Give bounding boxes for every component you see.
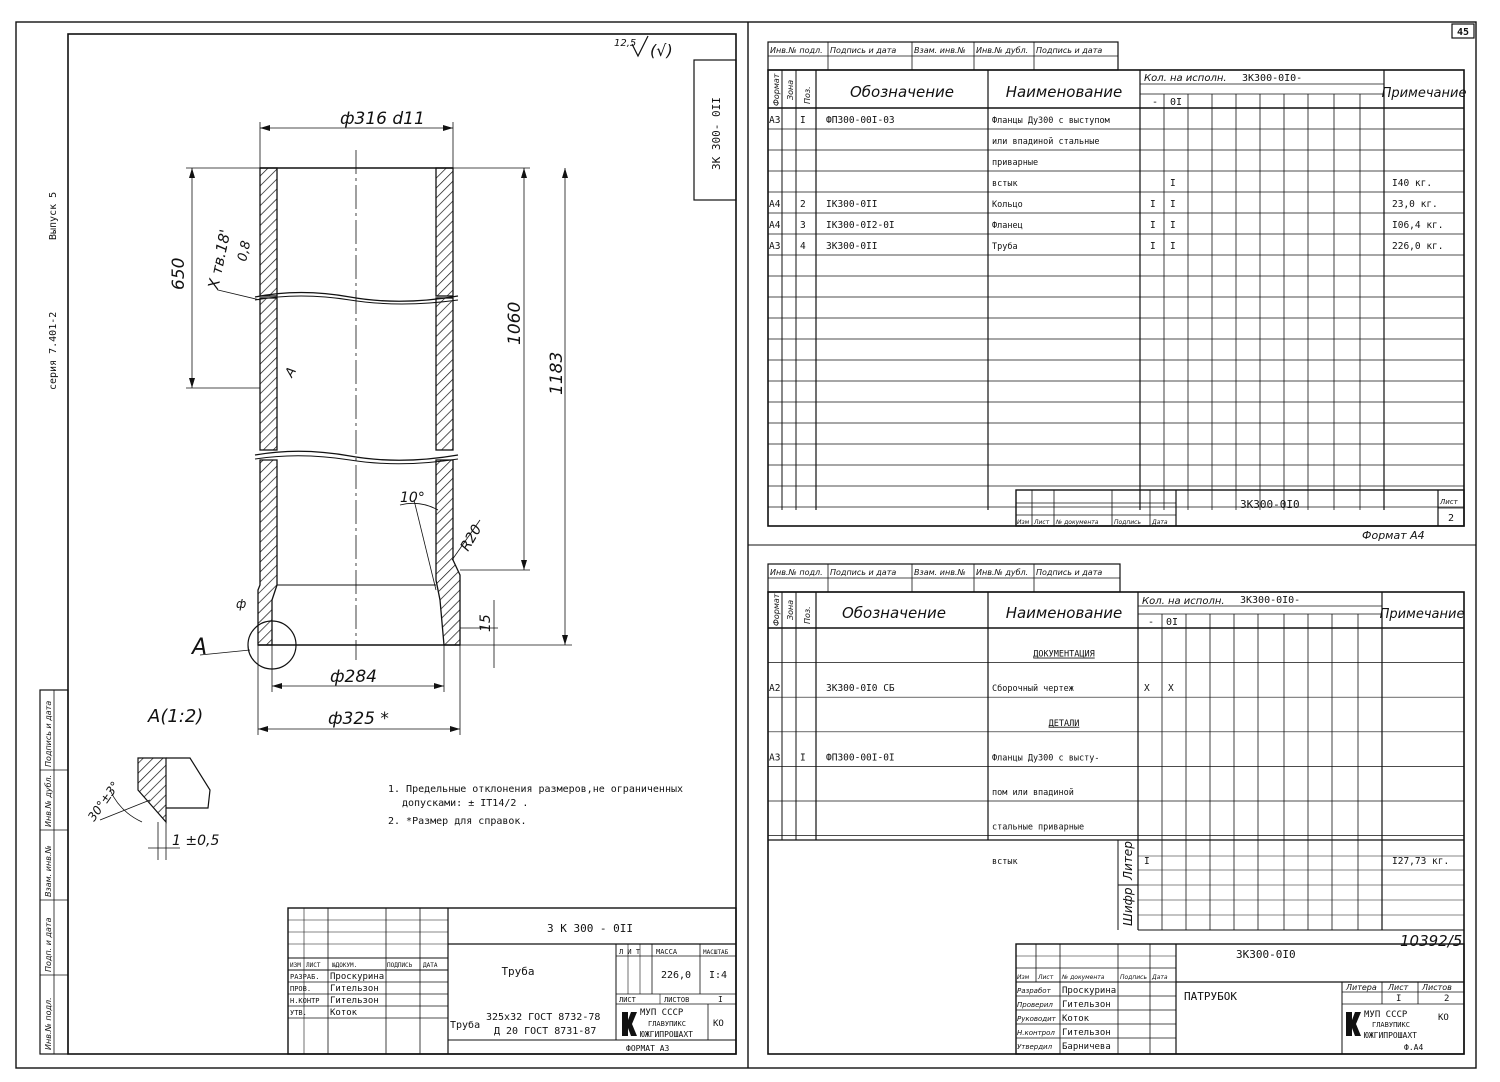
- spec-bottom-h-note: Примечание: [1379, 607, 1465, 622]
- spec-name-cell: встык: [992, 179, 1018, 189]
- phi-mark: ф: [236, 597, 247, 611]
- spec-top-stamp-3: Взам. инв.№: [914, 46, 966, 55]
- spec-top-h-zone: Зона: [786, 79, 795, 100]
- spec-bottom-h-qty: Кол. на исполн.: [1142, 596, 1225, 607]
- roughness-value: 12,5: [614, 38, 637, 49]
- radius-r20: R20: [457, 522, 486, 554]
- a3-material-2: Д 20 ГОСТ 8731-87: [494, 1026, 597, 1037]
- spec-top-table: [768, 70, 1464, 526]
- weld-note: X тв.18': [204, 227, 235, 291]
- right-wall-bottom: [436, 460, 460, 645]
- note-line-3: 2. *Размер для справок.: [388, 816, 527, 827]
- spec-designation-cell: 3К300-0II: [826, 241, 878, 252]
- stamp-label-4: Инв.№ дубл.: [44, 774, 53, 827]
- spec-bottom-org-1: МУП СССР: [1364, 1010, 1408, 1020]
- spec-top-bl-3: № документа: [1056, 519, 1099, 526]
- a3-name: Труба: [501, 965, 535, 978]
- spec-top-h-note: Примечание: [1381, 86, 1467, 101]
- left-wall-mid: [260, 298, 277, 450]
- spec-format-cell: А4: [769, 199, 781, 210]
- left-wall-top: [260, 168, 277, 296]
- spec-bottom-vlabel-1: Литер: [1121, 841, 1135, 880]
- a3-person-3: Гительзон: [330, 996, 379, 1006]
- spec-bottom-bl-5: Дата: [1152, 974, 1168, 981]
- spec-name-cell: Фланцы Ду300 с выступом: [992, 116, 1110, 126]
- spec-format-cell: А3: [769, 752, 781, 764]
- spec-bottom-title-name: ПАТРУБОК: [1184, 990, 1237, 1003]
- spec-bottom-org-code: КО: [1438, 1013, 1449, 1023]
- spec-top-format: Формат А4: [1362, 529, 1425, 542]
- spec-name-cell: пом или впадиной: [992, 788, 1074, 798]
- spec-format-cell: А3: [769, 115, 781, 126]
- spec-bottom-stamp-1: Инв.№ подл.: [770, 568, 823, 577]
- spec-designation-cell: ФП300-00I-03: [826, 115, 895, 126]
- roughness-rest: (√): [650, 41, 673, 60]
- a3-mass: 226,0: [660, 970, 692, 981]
- stamp-label-1: Инв.№ подл.: [44, 997, 53, 1050]
- a3-format: ФОРМАТ А3: [626, 1044, 670, 1053]
- label-a: A: [192, 635, 208, 660]
- a3-lit: Л И Т: [619, 948, 641, 956]
- spec-note-cell: 226,0 кг.: [1392, 241, 1444, 252]
- spec-bottom-bl-4: Подпись: [1120, 974, 1147, 981]
- a3-org-3: ЮЖГИПРОШАХТ: [640, 1030, 693, 1039]
- spec-qty-b-cell: I: [1170, 220, 1176, 231]
- spec-bottom-person-2: Гительзон: [1062, 1000, 1111, 1010]
- right-wall-mid: [436, 298, 453, 450]
- a3-masshtab-label: МАСШТАБ: [703, 949, 729, 956]
- angle-10: 10°: [400, 490, 425, 506]
- stamp-label-3: Взам. инв.№: [44, 845, 53, 897]
- spec-top-h-pos: Поз.: [803, 86, 812, 104]
- a3-role-4: УТВ.: [290, 1009, 307, 1017]
- spec-bottom-h-exec-a: -: [1148, 617, 1155, 628]
- a3-header-doc: №ДОКУМ.: [332, 962, 358, 969]
- spec-top-bl-4: Подпись: [1114, 519, 1141, 526]
- code-box-text: 3К 300- 0II: [710, 97, 723, 170]
- note-line-1: 1. Предельные отклонения размеров,не ограниченных: [388, 784, 684, 795]
- spec-note-cell: I27,73 кг.: [1392, 856, 1450, 868]
- spec-top-h-format: Формат: [772, 73, 781, 106]
- spec-name-cell: Фланцы Ду300 с высту-: [992, 753, 1100, 764]
- spec-pos-cell: 3: [800, 220, 806, 231]
- a3-scale: I:4: [708, 970, 728, 981]
- spec-bottom-lit-label: Литера: [1346, 983, 1377, 992]
- a3-massa-label: МАССА: [656, 948, 678, 956]
- spec-bottom-role-2: Проверил: [1017, 1001, 1053, 1009]
- spec-bottom-h-format: Формат: [772, 593, 781, 626]
- dim-325: ф325 *: [328, 709, 389, 729]
- spec-bottom-bl-2: Лист: [1038, 974, 1054, 981]
- spec-bottom-role-3: Руководит: [1017, 1015, 1056, 1023]
- spec-top-rows: [769, 115, 1443, 252]
- a3-sheets-label: ЛИСТОВ: [664, 996, 690, 1004]
- spec-qty-b-cell: I: [1170, 199, 1176, 210]
- issue-label: Выпуск 5: [48, 191, 59, 240]
- spec-qty-a-cell: X: [1144, 683, 1150, 695]
- a3-person-4: Коток: [330, 1008, 358, 1018]
- weld-08: 0,8: [235, 239, 255, 263]
- a3-material-label: Труба: [450, 1020, 481, 1031]
- a3-org-1: МУП СССР: [640, 1008, 684, 1018]
- spec-bottom-rows: [769, 650, 1449, 868]
- spec-pos-cell: 4: [800, 241, 806, 252]
- a3-sheet-label: ЛИСТ: [619, 996, 636, 1004]
- spec-note-cell: I06,4 кг.: [1392, 220, 1444, 231]
- spec-designation-cell: IК300-0I2-0I: [826, 220, 895, 231]
- spec-bottom-stamp-2: Подпись и дата: [830, 568, 897, 577]
- spec-bottom-title-code: 3К300-0I0: [1236, 948, 1296, 961]
- left-wall-bottom: [258, 460, 277, 645]
- spec-top-sheet: 2: [1448, 513, 1455, 524]
- spec-top-h-name: Наименование: [1005, 83, 1123, 101]
- spec-top-bl-5: Дата: [1152, 519, 1168, 526]
- a3-header-izm: ИЗМ: [290, 962, 301, 969]
- spec-name-cell: встык: [992, 857, 1018, 868]
- dim-1183: 1183: [547, 351, 567, 395]
- a3-header-sign: ПОДПИСЬ: [387, 962, 413, 969]
- spec-designation-cell: 3К300-0I0 СБ: [826, 683, 895, 695]
- spec-format-cell: А3: [769, 241, 781, 252]
- spec-pos-cell: I: [800, 752, 806, 764]
- spec-top-sheet-label: Лист: [1440, 498, 1458, 506]
- archive-number: 10392/5: [1400, 932, 1463, 950]
- spec-pos-cell: I: [800, 115, 806, 126]
- spec-bottom-person-5: Барничева: [1062, 1042, 1111, 1052]
- a3-material-1: 325х32 ГОСТ 8732-78: [486, 1012, 601, 1023]
- spec-qty-a-cell: I: [1144, 856, 1150, 868]
- dim-284: ф284: [330, 667, 377, 687]
- spec-bottom-h-name: Наименование: [1005, 604, 1123, 622]
- spec-bottom-lists-label: Листов: [1422, 983, 1452, 992]
- spec-bottom-role-1: Разработ: [1017, 987, 1051, 995]
- spec-bottom-lists: 2: [1444, 994, 1450, 1004]
- spec-qty-a-cell: I: [1150, 220, 1156, 231]
- spec-bottom-person-1: Проскурина: [1062, 986, 1117, 996]
- stamp-label-2: Подп. и дата: [44, 917, 53, 972]
- spec-bottom-person-4: Гительзон: [1062, 1028, 1111, 1038]
- detail-angle: 30°±3°: [84, 778, 123, 824]
- a3-person-1: Проскурина: [330, 972, 385, 982]
- spec-name-cell: Фланец: [992, 221, 1023, 231]
- spec-top-bl-1: Изм: [1017, 519, 1030, 526]
- spec-top-h-exec-code: 3К300-0I0-: [1242, 73, 1303, 84]
- left-vertical-stamp: [40, 690, 68, 1054]
- spec-name-cell: стальные приварные: [992, 822, 1085, 833]
- a3-org-code: КО: [713, 1019, 724, 1029]
- spec-bottom-bl-1: Изм: [1017, 974, 1030, 981]
- page-number: 45: [1456, 27, 1470, 38]
- spec-name-cell: или впадиной стальные: [992, 137, 1100, 147]
- spec-bottom-h-designation: Обозначение: [841, 604, 947, 622]
- spec-qty-b-cell: X: [1168, 683, 1174, 695]
- note-line-2: допусками: ± IT14/2 .: [402, 798, 529, 809]
- right-wall-top: [436, 168, 453, 296]
- spec-bottom-person-3: Коток: [1062, 1014, 1090, 1024]
- spec-note-cell: 23,0 кг.: [1392, 199, 1438, 210]
- detail-gap: 1 ±0,5: [172, 833, 220, 849]
- a3-inner-frame: [68, 34, 736, 1054]
- spec-bottom-h-pos: Поз.: [803, 606, 812, 624]
- a3-org-2: ГЛАВУПИКС: [648, 1020, 686, 1028]
- spec-bottom-org-3: ЮЖГИПРОШАХТ: [1364, 1031, 1417, 1040]
- spec-qty-a-cell: I: [1150, 241, 1156, 252]
- spec-bottom-bl-3: № документа: [1062, 974, 1105, 981]
- spec-bottom-h-zone: Зона: [786, 599, 795, 620]
- dim-1060: 1060: [505, 301, 525, 345]
- spec-bottom-stamp-3: Взам. инв.№: [914, 568, 966, 577]
- spec-top-stamp-2: Подпись и дата: [830, 46, 897, 55]
- spec-pos-cell: 2: [800, 199, 806, 210]
- hatch-mark: А: [282, 364, 300, 380]
- spec-top-h-qty: Кол. на исполн.: [1144, 73, 1227, 84]
- spec-top-stamp-4: Инв.№ дубл.: [976, 46, 1029, 55]
- spec-top-stamp-5: Подпись и дата: [1036, 46, 1103, 55]
- stamp-label-5: Подпись и дата: [44, 700, 53, 767]
- spec-name-cell: ДОКУМЕНТАЦИЯ: [1033, 649, 1095, 660]
- spec-format-cell: А2: [769, 683, 781, 695]
- spec-note-cell: I40 кг.: [1392, 178, 1433, 189]
- spec-name-cell: ДЕТАЛИ: [1048, 718, 1080, 729]
- spec-top-bl-2: Лист: [1034, 519, 1050, 526]
- spec-bottom-vlabel-2: Шифр: [1121, 887, 1135, 926]
- a3-org-logo-icon: [622, 1012, 637, 1036]
- spec-top-h-exec-a: -: [1152, 97, 1159, 108]
- spec-qty-a-cell: I: [1150, 199, 1156, 210]
- series-label: серия 7.401-2: [48, 311, 59, 390]
- spec-qty-b-cell: I: [1170, 241, 1176, 252]
- spec-designation-cell: ФП300-00I-0I: [826, 752, 895, 764]
- spec-bottom-role-5: Утвердил: [1017, 1043, 1053, 1051]
- spec-bottom-role-4: Н.контрол: [1017, 1029, 1055, 1037]
- spec-name-cell: Труба: [992, 242, 1018, 252]
- spec-bottom-format: Ф.А4: [1404, 1043, 1424, 1052]
- spec-top-h-exec-b: 0I: [1170, 97, 1183, 108]
- a3-header-date: ДАТА: [423, 962, 438, 969]
- spec-bottom-stamp-5: Подпись и дата: [1036, 568, 1103, 577]
- a3-header-list: ЛИСТ: [306, 962, 321, 969]
- a3-role-3: Н.КОНТР: [290, 997, 320, 1005]
- spec-top-stamp-1: Инв.№ подл.: [770, 46, 823, 55]
- spec-bottom-h-exec-b: 0I: [1166, 617, 1179, 628]
- spec-bottom-org-logo-icon: [1346, 1012, 1361, 1036]
- spec-bottom-list: I: [1396, 994, 1402, 1004]
- spec-top-h-designation: Обозначение: [849, 83, 955, 101]
- spec-name-cell: приварные: [992, 158, 1039, 168]
- a3-role-1: РАЗРАБ.: [290, 973, 320, 981]
- spec-bottom-org-2: ГЛАВУПИКС: [1372, 1021, 1410, 1029]
- spec-bottom-h-exec-code: 3К300-0I0-: [1240, 595, 1301, 606]
- spec-format-cell: А4: [769, 220, 781, 231]
- a3-role-2: ПРОВ.: [290, 985, 312, 993]
- a3-sheets: I: [718, 995, 723, 1004]
- spec-name-cell: Сборочный чертеж: [992, 684, 1074, 695]
- pipe-section: [255, 150, 460, 660]
- spec-bottom-list-label: Лист: [1388, 983, 1409, 992]
- spec-top-title-code: 3К300-0I0: [1240, 498, 1300, 511]
- a3-person-2: Гительзон: [330, 984, 379, 994]
- dim-650: 650: [169, 257, 189, 290]
- spec-designation-cell: IК300-0II: [826, 199, 878, 210]
- dim-top-diameter: ф316 d11: [340, 109, 425, 129]
- a3-designation: 3 К 300 - 0II: [546, 922, 634, 935]
- spec-qty-b-cell: I: [1170, 178, 1176, 189]
- dim-15: 15: [478, 614, 494, 632]
- spec-bottom-stamp-4: Инв.№ дубл.: [976, 568, 1029, 577]
- spec-name-cell: Кольцо: [992, 200, 1023, 210]
- detail-title: A(1:2): [148, 706, 204, 727]
